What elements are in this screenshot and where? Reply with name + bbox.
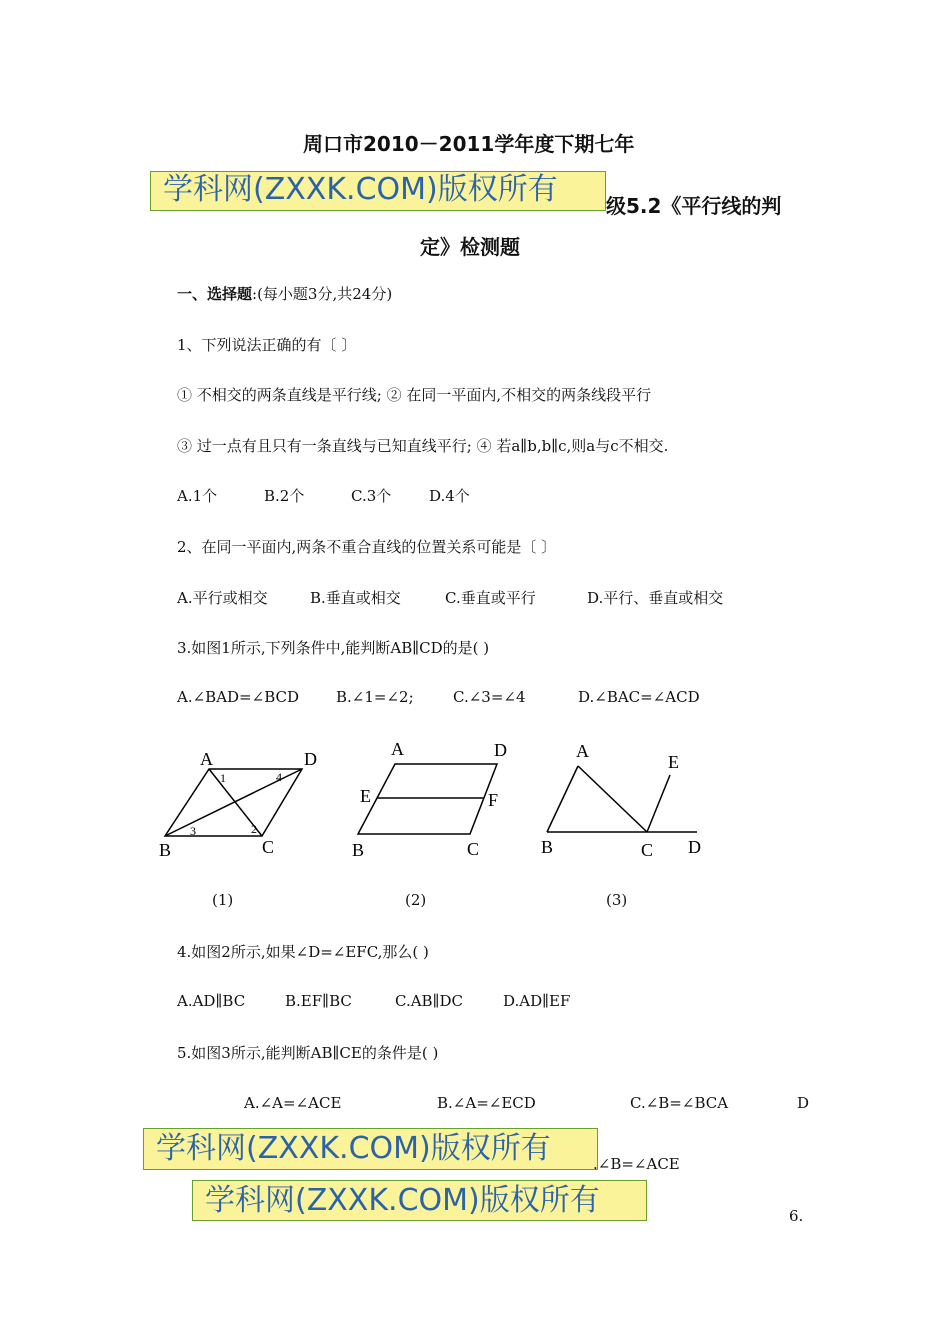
section-heading-note: :(每小题3分,共24分): [252, 285, 393, 303]
q4-stem: 4.如图2所示,如果∠D=∠EFC,那么( ): [177, 943, 429, 961]
q5-option-a: A.∠A=∠ACE: [244, 1094, 342, 1112]
fig1-label-b: B: [159, 840, 172, 860]
fig1-angle-2: 2: [251, 822, 257, 836]
fig2-label-f: F: [488, 790, 499, 810]
fig3-caption: (3): [606, 891, 628, 909]
fig3-label-c: C: [641, 840, 654, 860]
fig3-line-ab: [547, 766, 578, 832]
q5-option-b: B.∠A=∠ECD: [437, 1094, 536, 1112]
fig3-label-b: B: [541, 837, 554, 857]
fig3-label-d: D: [688, 837, 701, 857]
section-heading-label: 一、选择题: [177, 285, 253, 303]
title-line-1: 周口市2010－2011学年度下期七年: [303, 132, 635, 156]
fig2-label-d: D: [494, 740, 507, 760]
fig2-label-e: E: [360, 786, 371, 806]
q3-option-a: A.∠BAD=∠BCD: [177, 688, 299, 706]
fig1-angle-3: 3: [190, 824, 196, 838]
q4-option-b: B.EF∥BC: [285, 992, 352, 1010]
q2-option-b: B.垂直或相交: [310, 589, 401, 607]
q6-number: 6.: [789, 1207, 804, 1225]
fig2-label-a: A: [391, 739, 404, 759]
title-line-3: 定》检测题: [420, 235, 520, 259]
fig3-line-ac: [578, 766, 647, 832]
q5-stem: 5.如图3所示,能判断AB∥CE的条件是( ): [177, 1044, 439, 1062]
q1-statement-1: ① 不相交的两条直线是平行线; ② 在同一平面内,不相交的两条线段平行: [177, 386, 652, 404]
fig1-angle-1: 1: [220, 771, 226, 785]
fig3-line-ce: [647, 775, 670, 832]
title-line-2: 级5.2《平行线的判: [606, 194, 782, 218]
fig1-caption: (1): [212, 891, 234, 909]
q5-option-c: C.∠B=∠BCA: [630, 1094, 729, 1112]
figure-3: [547, 766, 697, 832]
q4-option-c: C.AB∥DC: [395, 992, 463, 1010]
fig2-label-b: B: [352, 840, 365, 860]
figure-2: [358, 764, 497, 834]
q3-option-d: D.∠BAC=∠ACD: [578, 688, 700, 706]
q1-statement-2: ③ 过一点有且只有一条直线与已知直线平行; ④ 若a∥b,b∥c,则a与c不相交.: [177, 437, 669, 455]
q5-option-d-letter: D: [797, 1094, 810, 1112]
fig2-parallelogram: [358, 764, 497, 834]
watermark-banner-2: 学科网(ZXXK.COM)版权所有: [143, 1128, 598, 1170]
fig1-label-d: D: [304, 749, 317, 769]
q1-option-a: A.1个: [177, 487, 218, 505]
fig3-labels: [541, 741, 701, 860]
fig2-caption: (2): [405, 891, 427, 909]
q1-option-b: B.2个: [264, 487, 305, 505]
figures-svg: [0, 735, 950, 905]
section-heading: [177, 283, 392, 304]
fig3-label-e: E: [668, 752, 679, 772]
q1-option-c: C.3个: [351, 487, 392, 505]
q3-stem: 3.如图1所示,下列条件中,能判断AB∥CD的是( ): [177, 639, 490, 657]
q2-option-d: D.平行、垂直或相交: [587, 589, 724, 607]
q2-stem: 2、在同一平面内,两条不重合直线的位置关系可能是〔 〕: [177, 538, 557, 556]
watermark-banner-3: 学科网(ZXXK.COM)版权所有: [192, 1180, 647, 1221]
fig1-label-a: A: [200, 749, 213, 769]
fig2-label-c: C: [467, 839, 480, 859]
fig3-label-a: A: [576, 741, 589, 761]
q2-option-a: A.平行或相交: [177, 589, 268, 607]
q5-option-d-text: .∠B=∠ACE: [593, 1155, 680, 1173]
q2-option-c: C.垂直或平行: [445, 589, 536, 607]
fig1-label-c: C: [262, 837, 275, 857]
q3-option-c: C.∠3=∠4: [453, 688, 526, 706]
q3-option-b: B.∠1=∠2;: [336, 688, 414, 706]
fig1-angle-4: 4: [276, 770, 282, 784]
q4-option-a: A.AD∥BC: [177, 992, 246, 1010]
q1-option-d: D.4个: [429, 487, 470, 505]
q1-stem: 1、下列说法正确的有〔 〕: [177, 336, 357, 354]
watermark-banner: 学科网(ZXXK.COM)版权所有: [150, 171, 606, 211]
q4-option-d: D.AD∥EF: [503, 992, 571, 1010]
